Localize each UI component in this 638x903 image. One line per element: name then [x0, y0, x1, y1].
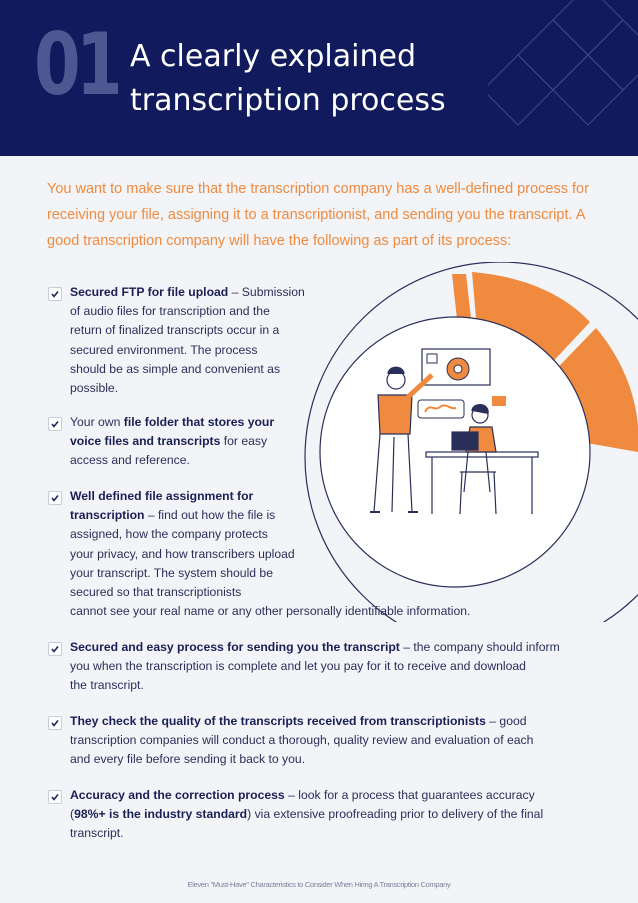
- item-text: assigned, how the company protects: [70, 527, 268, 542]
- item-text: – look for a process that guarantees accuracy: [284, 788, 535, 802]
- page-title: [130, 35, 446, 123]
- checkbox-icon: [48, 491, 62, 505]
- checkbox-icon: [48, 790, 62, 804]
- item-title: voice files and transcripts: [70, 434, 221, 449]
- item-text: access and reference.: [70, 453, 190, 468]
- item-text: Your own: [70, 415, 124, 429]
- diamond-pattern-icon: [488, 0, 638, 156]
- item-text: for easy: [220, 434, 268, 449]
- item-text: your privacy, and how transcribers upload: [70, 546, 295, 561]
- item-text: – the company should inform: [399, 640, 560, 654]
- chat-bubble-icon: [418, 400, 464, 418]
- item-title: file folder that stores your: [123, 415, 275, 429]
- item-text: secured environment. The process: [70, 342, 258, 357]
- item-title: transcription: [70, 508, 145, 523]
- checkbox-icon: [48, 417, 62, 431]
- item-text: you when the transcription is complete and let you pay for it to receive and download: [70, 659, 526, 674]
- item-text: the transcript.: [70, 678, 144, 693]
- item-text: (: [70, 807, 75, 822]
- item-text: should be as simple and convenient as: [70, 361, 281, 376]
- item-text: – good: [485, 714, 527, 728]
- item-title: Secured and easy process for sending you the transcript: [70, 640, 400, 654]
- item-title: Accuracy and the correction process: [70, 788, 285, 802]
- item-title: Well defined file assignment for: [70, 489, 254, 503]
- title-line-2: transcription process: [130, 83, 446, 118]
- item-text: and every file before sending it back to you.: [70, 752, 306, 767]
- checkbox-icon: [48, 716, 62, 730]
- title-line-1: A clearly explained: [130, 39, 416, 74]
- item-text: possible.: [70, 381, 119, 396]
- item-text: ) via extensive proofreading prior to delivery of the final: [247, 807, 544, 822]
- page-footer: Eleven "Must-Have" Characteristics to Consider When Hiring A Transcription Company: [187, 880, 451, 889]
- item-title: They check the quality of the transcripts received from transcriptionists: [70, 714, 486, 728]
- item-text: of audio files for transcription and the: [70, 304, 270, 319]
- item-text: your transcript. The system should be: [70, 565, 273, 580]
- message-icon: [492, 396, 506, 406]
- item-title: 98%+ is the industry standard: [74, 807, 248, 822]
- item-text: cannot see your real name or any other personally identifiable information.: [70, 604, 471, 619]
- item-text: return of finalized transcripts occur in a: [70, 323, 280, 338]
- item-text: secured so that transcriptionists: [70, 585, 242, 600]
- header-banner: [0, 0, 638, 156]
- item-text: transcription companies will conduct a thorough, quality review and evaluation of each: [70, 733, 534, 748]
- intro-paragraph: You want to make sure that the transcription company has a well-defined process for receiving your file, assigning it to a transcriptionist, and sending you the transcript. A good transcription company will have the following as part of its process:: [47, 181, 589, 249]
- item-text: – find out how the file is: [144, 508, 276, 523]
- section-number: 01: [34, 15, 118, 115]
- checkbox-icon: [48, 642, 62, 656]
- checkbox-icon: [48, 287, 62, 301]
- item-text: transcript.: [70, 826, 124, 841]
- item-title: Secured FTP for file upload: [70, 285, 229, 299]
- laptop-icon: [452, 432, 478, 450]
- item-text: – Submission: [231, 285, 305, 299]
